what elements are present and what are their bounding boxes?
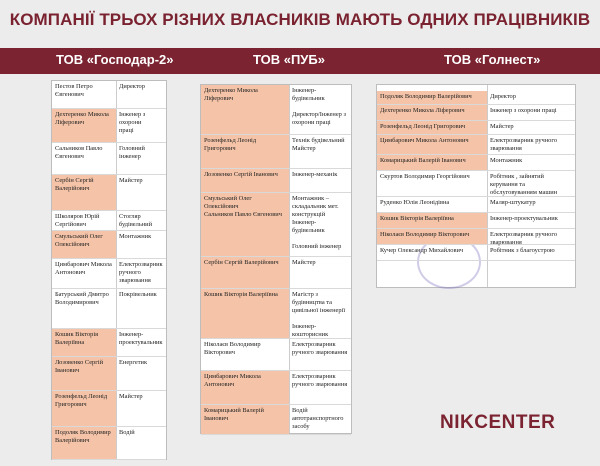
- table-row: [201, 193, 351, 257]
- employee-name: Дехтеренко Микола Ліферович: [204, 87, 258, 102]
- employee-role: Інженер- проектувальник: [119, 331, 163, 346]
- page-title: КОМПАНІЇ ТРЬОХ РІЗНИХ ВЛАСНИКІВ МАЮТЬ ОДНИХ ПРАЦІВНИКІВ: [9, 10, 591, 29]
- column-heading-golnest: ТОВ «Голнест»: [444, 52, 541, 67]
- table-row: [377, 105, 575, 121]
- table-row: [52, 289, 166, 329]
- table-row: [377, 213, 575, 229]
- table-row: [377, 121, 575, 135]
- logo-left-text: NIK: [440, 412, 475, 433]
- employee-role: Інженер з охорони праці: [490, 107, 557, 114]
- employee-name: Кошик Вікторія Валеріївна: [204, 291, 278, 298]
- employee-role: Робітник з благоустрою: [490, 247, 555, 254]
- employee-role: Технік будівельний Майстер: [292, 137, 345, 152]
- column-heading-hospodar: ТОВ «Господар-2»: [56, 52, 174, 67]
- employee-role: Інженер-механік: [292, 171, 338, 178]
- table-row: [377, 197, 575, 213]
- logo-mark: C: [474, 412, 489, 433]
- employee-name: Цимбарович Микола Антонович: [204, 373, 261, 388]
- employee-role: Майстер: [490, 123, 514, 130]
- table-row: [52, 427, 166, 460]
- employee-name: Школяров Юрій Сергійович: [55, 213, 100, 228]
- table-row: [201, 135, 351, 169]
- table-row: [52, 143, 166, 175]
- employee-role: Стогляр будівельний: [119, 213, 153, 228]
- employee-role: Магістр з будівництва та цивільної інженерії Інженер- кошторисник: [292, 291, 346, 338]
- employee-name: Комарицький Валерій Іванович: [380, 157, 466, 164]
- employee-name: Цимбарович Микола Антонович: [55, 261, 112, 276]
- employee-name: Кучер Олександр Михайлович: [380, 247, 464, 254]
- table-row: [52, 231, 166, 259]
- table-row: [201, 169, 351, 193]
- employee-role: Майстер: [119, 177, 143, 184]
- table-row: [377, 155, 575, 171]
- employee-name: Лозовенко Сергій Іванович: [204, 171, 278, 178]
- table-row: [52, 81, 166, 109]
- table-row: [52, 109, 166, 143]
- employee-role: Електрозварник ручного зварювання: [490, 231, 558, 246]
- employee-role: Інженер- будівельник Директор/Інженер з охорони праці: [292, 87, 346, 126]
- employee-role: Монтажник – складальник мет. конструкцій Інженер- будівельник Головний інженер: [292, 195, 342, 250]
- logo-right-text: ENTER: [488, 412, 556, 433]
- employee-role: Робітник , зайнятий керування та обслуговуванням машин: [490, 173, 558, 196]
- employee-name: Комарицький Валерій Іванович: [204, 407, 264, 422]
- employee-name: Розенфельд Леонід Григорович: [380, 123, 466, 130]
- employee-role: Водій: [119, 429, 135, 436]
- employee-role: Монтажник: [119, 233, 152, 240]
- table-row: [377, 91, 575, 105]
- employee-role: Водій автотранспортного засобу: [292, 407, 344, 430]
- employee-name: Сербін Сергій Валерійович: [55, 177, 94, 192]
- employee-role: Інженер з охорони праці: [119, 111, 146, 134]
- employee-name: Батурський Дмитро Володимирович: [55, 291, 109, 306]
- employee-name: Цимбарович Микола Антонович: [380, 137, 469, 144]
- table-row: [52, 259, 166, 289]
- table-row: [377, 135, 575, 155]
- employee-role: Директор: [119, 83, 145, 90]
- employee-name: Руденко Юлія Леонідівна: [380, 199, 450, 206]
- table-row: [201, 339, 351, 371]
- employee-name: Подоляк Володимир Валерійович: [55, 429, 111, 444]
- table-row: [52, 391, 166, 427]
- employee-role: Головний інженер: [119, 145, 145, 160]
- table-row: [52, 211, 166, 231]
- employee-name: Ніколаєв Володимир Вікторович: [380, 231, 470, 238]
- table-row: [201, 289, 351, 339]
- employee-name: Подоляк Володимир Валерійович: [380, 93, 472, 100]
- document-hospodar: [51, 80, 167, 460]
- employee-role: Електрозварник ручного зварювання: [292, 341, 348, 356]
- employee-name: Сербін Сергій Валерійович: [204, 259, 279, 266]
- employee-name: Пестов Петро Євгенович: [55, 83, 93, 98]
- employee-role: Маляр-штукатур: [490, 199, 536, 206]
- document-golnest: [376, 84, 576, 288]
- employee-name: Смульський Олег Олексійович Сальников Павло Євгенович: [204, 195, 282, 218]
- table-row: [52, 357, 166, 391]
- employee-name: Смульський Олег Олексійович: [55, 233, 103, 248]
- employee-role: Покрівельник: [119, 291, 157, 298]
- table-row: [377, 171, 575, 197]
- employee-role: Енергетик: [119, 359, 148, 366]
- table-row: [201, 257, 351, 289]
- employee-name: Сальников Павло Євгенович: [55, 145, 103, 160]
- employee-role: Електрозварник ручного зварювання: [119, 261, 163, 284]
- employee-role: Інженер-проектувальник: [490, 215, 558, 222]
- employee-role: Майстер: [119, 393, 143, 400]
- employee-role: Майстер: [292, 259, 316, 266]
- employee-name: Дехтеренко Микола Ліферович: [380, 107, 465, 114]
- document-pub: [200, 84, 352, 434]
- employee-name: Розенфельд Леонід Григорович: [55, 393, 108, 408]
- table-row: [377, 229, 575, 245]
- employee-name: Ніколаєв Володимир Вікторович: [204, 341, 261, 356]
- employee-role: Електрозварник ручного зварювання: [292, 373, 348, 388]
- employee-name: Дехтеренко Микола Ліферович: [55, 111, 109, 126]
- employee-name: Кошик Вікторія Валеріївна: [380, 215, 454, 222]
- table-row: [52, 329, 166, 357]
- employee-name: Скуртов Володимир Георгійович: [380, 173, 470, 180]
- table-row: [377, 245, 575, 261]
- employee-name: Лозовенко Сергій Іванович: [55, 359, 104, 374]
- column-heading-pub: ТОВ «ПУБ»: [253, 52, 325, 67]
- employee-role: Монтажник: [490, 157, 523, 164]
- employee-role: Директор: [490, 93, 516, 100]
- employee-role: Електрозварник ручного зварювання: [490, 137, 558, 152]
- employee-name: Кошик Вікторія Валеріївна: [55, 331, 99, 346]
- employee-name: Розенфельд Леонід Григорович: [204, 137, 257, 152]
- nikcenter-logo: [440, 412, 555, 434]
- table-row: [201, 371, 351, 405]
- table-row: [52, 175, 166, 211]
- table-row: [201, 85, 351, 135]
- table-row: [201, 405, 351, 435]
